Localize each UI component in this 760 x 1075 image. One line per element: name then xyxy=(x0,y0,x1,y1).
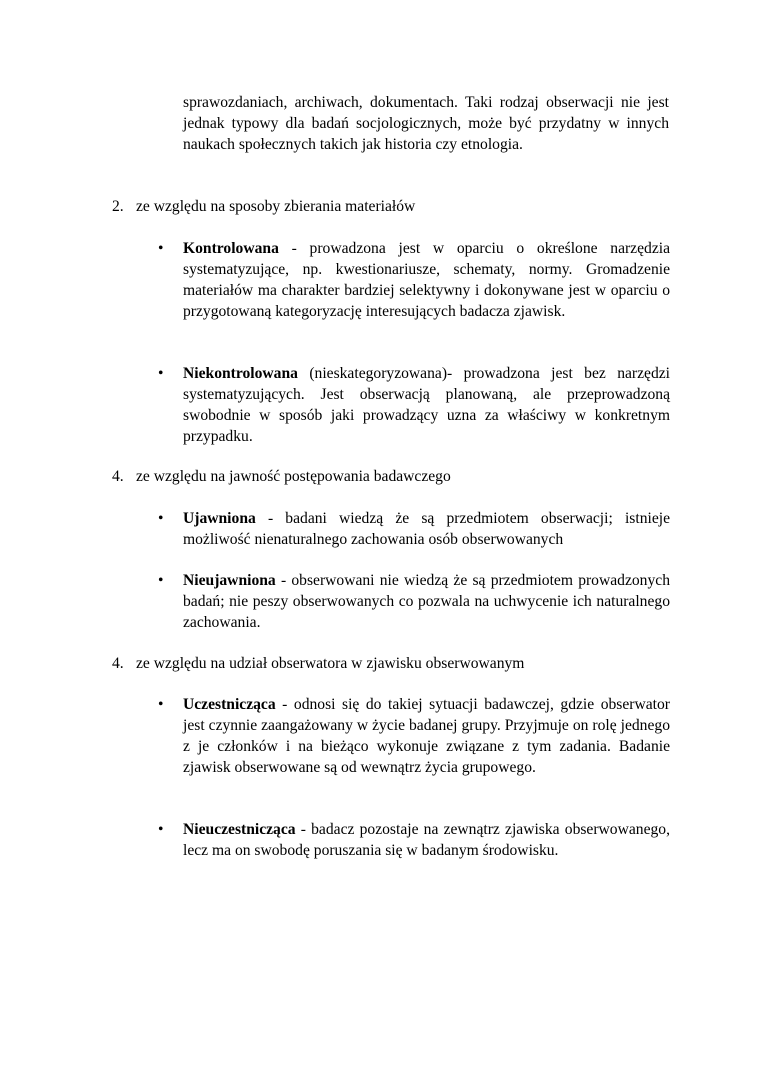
bullet-icon: • xyxy=(158,696,164,713)
intro-paragraph: sprawozdaniach, archiwach, dokumentach. Taki rodzaj obserwacji nie jest jednak typowy dla badań socjologicznych, może być przydatny w innych naukach społecznych takich jak historia czy etnologia. xyxy=(183,94,669,153)
item-description: - obserwowani nie wiedzą że są przedmiotem prowadzonych badań; nie peszy obserwowanych co pozwala na uchwycenie ich naturalnego zachowania. xyxy=(183,572,670,631)
section-heading xyxy=(112,196,672,217)
item-term: Uczestnicząca xyxy=(183,696,276,713)
list-item xyxy=(158,238,670,322)
section-heading-text: ze względu na udział obserwatora w zjawisku obserwowanym xyxy=(136,655,525,672)
bullet-icon: • xyxy=(158,365,164,382)
item-term: Nieuczestnicząca xyxy=(183,821,296,838)
list-item xyxy=(158,508,670,550)
item-description: (nieskategoryzowana)- prowadzona jest bez narzędzi systematyzujących. Jest obserwacją planowaną, ale przeprowadzoną swobodnie w sposób jaki prowadzący uzna za właściwy w konkretnym przypadku. xyxy=(183,365,670,445)
list-item xyxy=(158,363,670,447)
list-item xyxy=(158,694,670,778)
list-item xyxy=(158,570,670,633)
section-number: 4. xyxy=(112,655,124,672)
item-description: - badani wiedzą że są przedmiotem obserwacji; istnieje możliwość nienaturalnego zachowania osób obserwowanych xyxy=(183,510,670,548)
section-heading-text: ze względu na jawność postępowania badawczego xyxy=(136,468,451,485)
section-number: 2. xyxy=(112,198,124,215)
bullet-icon: • xyxy=(158,240,164,257)
item-description: - badacz pozostaje na zewnątrz zjawiska obserwowanego, lecz ma on swobodę poruszania się w badanym środowisku. xyxy=(183,821,670,859)
item-term: Kontrolowana xyxy=(183,240,279,257)
bullet-icon: • xyxy=(158,572,164,589)
item-term: Nieujawniona xyxy=(183,572,276,589)
list-item xyxy=(158,819,670,861)
section-heading xyxy=(112,466,672,487)
bullet-icon: • xyxy=(158,821,164,838)
section-heading xyxy=(112,653,672,674)
section-number: 4. xyxy=(112,468,124,485)
item-description: - odnosi się do takiej sytuacji badawczej, gdzie obserwator jest czynnie zaangażowany w życie badanej grupy. Przyjmuje on rolę jednego z je członków i na bieżąco wykonuje związane z tym zadania. Badanie zjawisk obserwowane są od wewnątrz życia grupowego. xyxy=(183,696,670,776)
section-heading-text: ze względu na sposoby zbierania materiałów xyxy=(136,198,416,215)
item-term: Ujawniona xyxy=(183,510,256,527)
item-term: Niekontrolowana xyxy=(183,365,298,382)
item-description: - prowadzona jest w oparciu o określone narzędzia systematyzujące, np. kwestionariusze, schematy, normy. Gromadzenie materiałów ma charakter bardziej selektywny i dokonywane jest w oparciu o przygotowaną kategoryzację interesujących badacza zjawisk. xyxy=(183,240,670,320)
bullet-icon: • xyxy=(158,510,164,527)
